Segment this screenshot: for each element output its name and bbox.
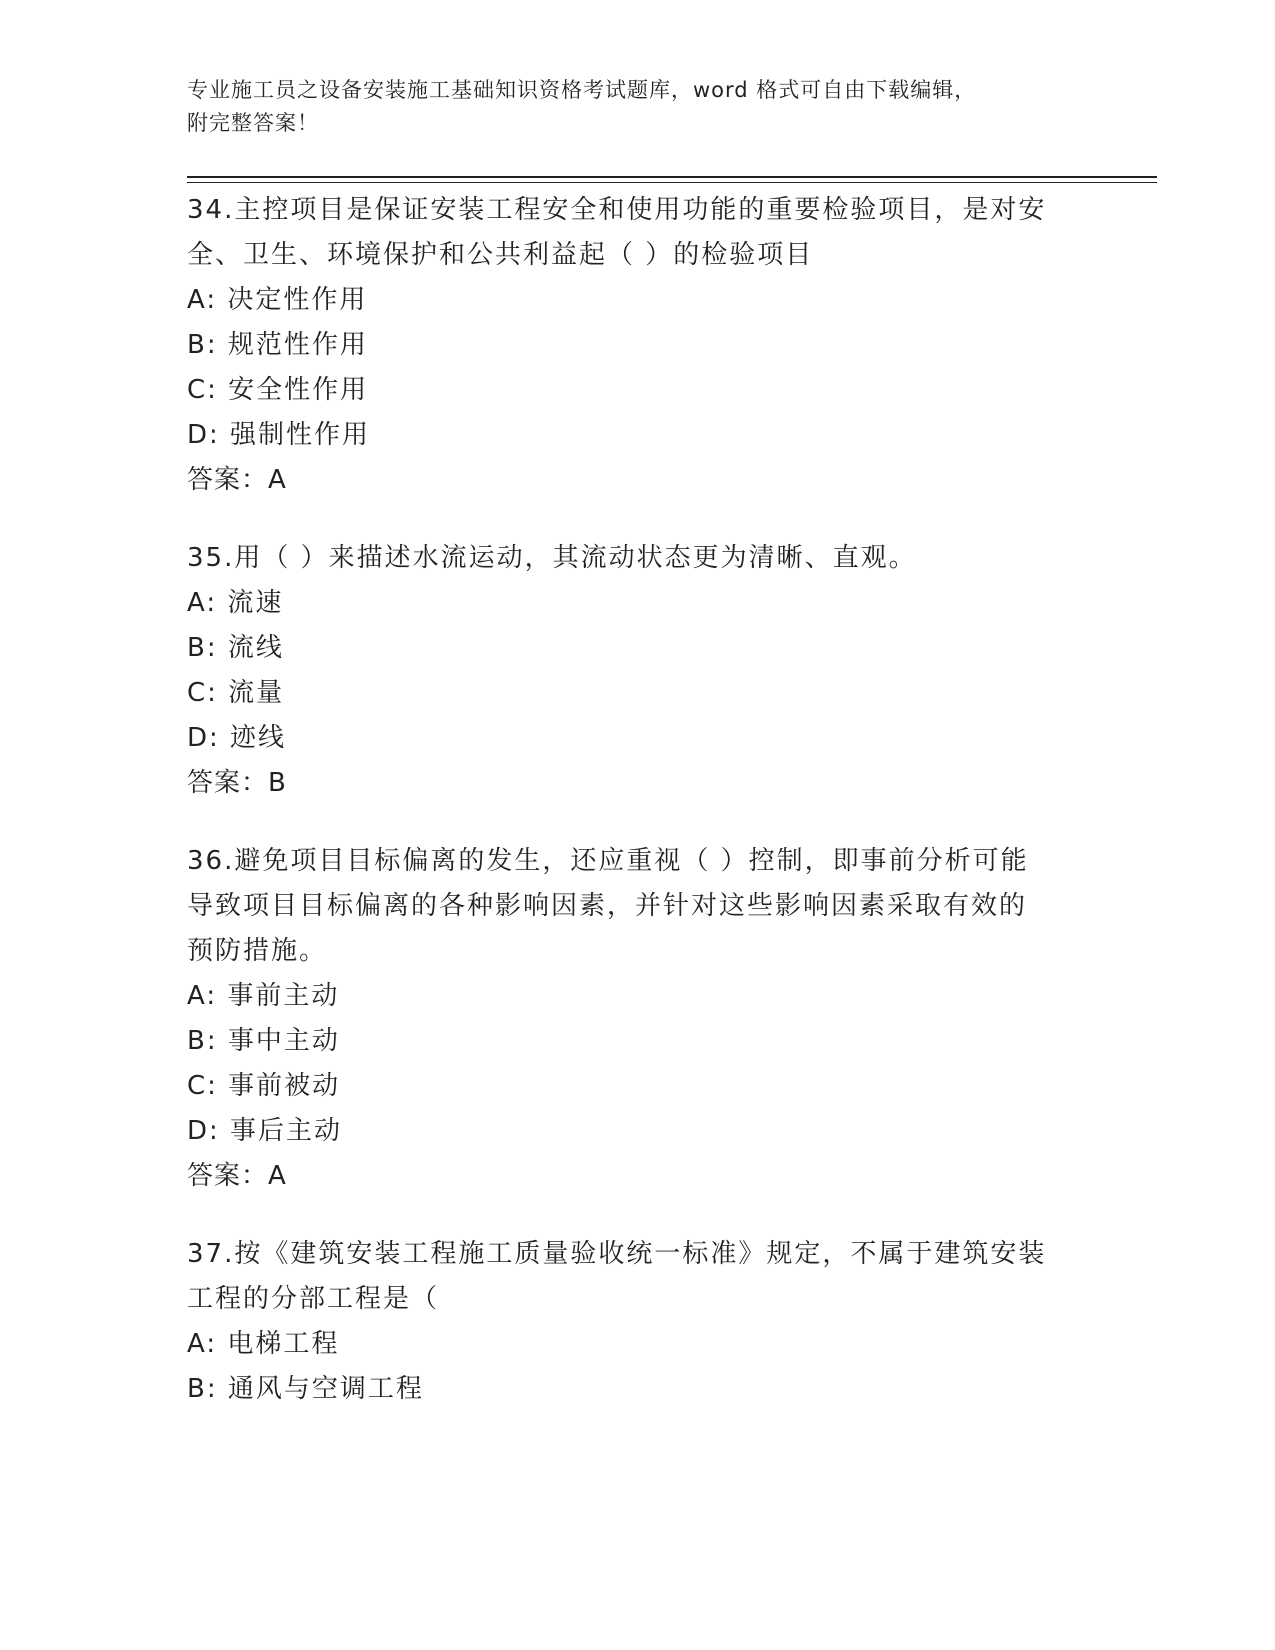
question-stem-line: 36.避免项目目标偏离的发生，还应重视（ ）控制，即事前分析可能 [187, 846, 1029, 876]
option-c: C: 事前被动 [187, 1071, 341, 1101]
answer-label: 答案：A [187, 1161, 287, 1191]
option-b: B: 事中主动 [187, 1026, 340, 1056]
option-d: D: 强制性作用 [187, 420, 371, 450]
option-d: D: 迹线 [187, 723, 287, 753]
question-list [187, 188, 1087, 1445]
option-b: B: 流线 [187, 633, 284, 663]
document-header [187, 74, 1087, 140]
header-line-1: 专业施工员之设备安装施工基础知识资格考试题库，word 格式可自由下载编辑， [187, 78, 977, 102]
header-line-2: 附完整答案！ [187, 111, 319, 135]
question-stem-line: 35.用（ ）来描述水流运动，其流动状态更为清晰、直观。 [187, 543, 917, 573]
option-a: A: 电梯工程 [187, 1329, 340, 1359]
option-c: C: 流量 [187, 678, 285, 708]
question-stem-line: 34.主控项目是保证安装工程安全和使用功能的重要检验项目，是对安 [187, 195, 1047, 225]
answer-label: 答案：A [187, 465, 287, 495]
question-36 [187, 839, 1087, 1199]
question-37 [187, 1232, 1087, 1412]
question-stem-line: 预防措施。 [187, 936, 328, 966]
question-34 [187, 188, 1087, 503]
question-stem-line: 37.按《建筑安装工程施工质量验收统一标准》规定，不属于建筑安装 [187, 1239, 1047, 1269]
option-a: A: 决定性作用 [187, 285, 368, 315]
question-stem-line: 全、卫生、环境保护和公共利益起（ ）的检验项目 [187, 240, 814, 270]
option-b: B: 通风与空调工程 [187, 1374, 424, 1404]
option-c: C: 安全性作用 [187, 375, 369, 405]
option-d: D: 事后主动 [187, 1116, 343, 1146]
question-stem-line: 工程的分部工程是（ [187, 1284, 440, 1314]
question-stem-line: 导致项目目标偏离的各种影响因素，并针对这些影响因素采取有效的 [187, 891, 1028, 921]
header-divider-thick [187, 176, 1157, 178]
header-divider-thin [187, 182, 1157, 183]
question-35 [187, 536, 1087, 806]
answer-label: 答案：B [187, 768, 287, 798]
option-b: B: 规范性作用 [187, 330, 368, 360]
option-a: A: 流速 [187, 588, 284, 618]
option-a: A: 事前主动 [187, 981, 340, 1011]
